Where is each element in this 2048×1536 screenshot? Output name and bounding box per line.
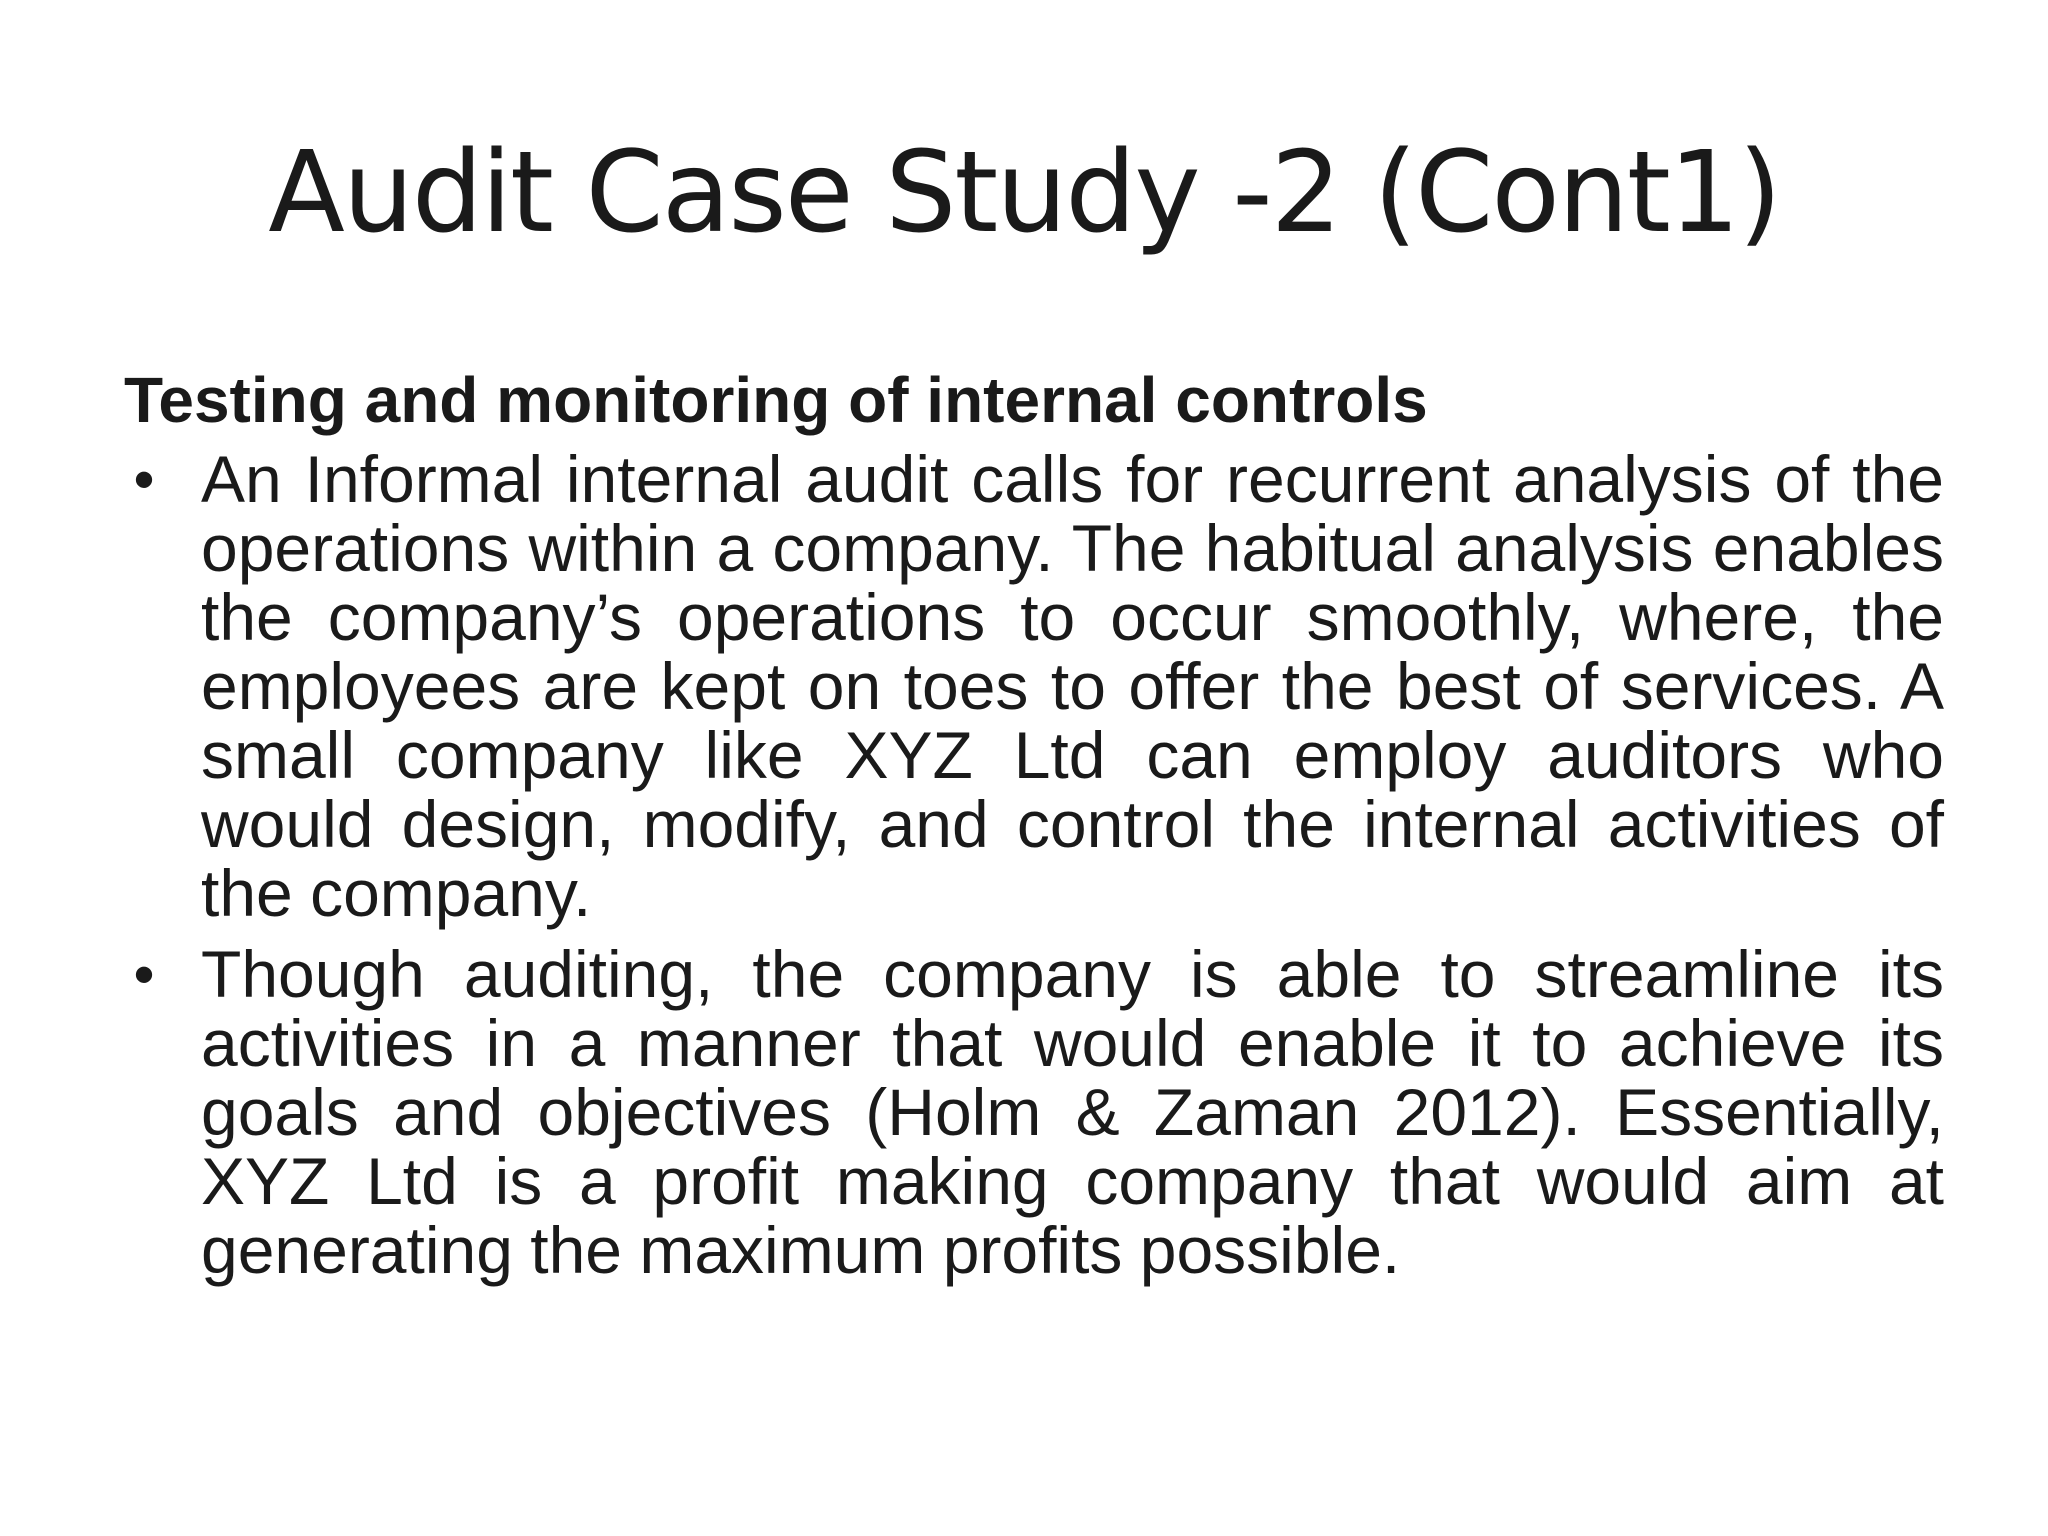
bullet-text: Though auditing, the company is able to streamline its activities in a manner that would enable it to achieve its goals and objectives (Holm & Zaman 2012). Essentially, XYZ Ltd is a profit making company that would aim at generating the maximum profits possible. <box>201 937 1944 1287</box>
slide-title: Audit Case Study -2 (Cont1) <box>268 128 1780 258</box>
bullet-dot-icon: • <box>133 446 155 513</box>
slide-content <box>124 357 1944 1297</box>
section-heading: Testing and monitoring of internal controls <box>124 364 1428 436</box>
bullet-dot-icon: • <box>133 941 155 1008</box>
bullet-item <box>124 442 1944 930</box>
bullet-item <box>124 937 1944 1287</box>
bullet-list <box>124 442 1944 1287</box>
bullet-text: An Informal internal audit calls for recurrent analysis of the operations within a company. The habitual analysis enables the company’s operations to occur smoothly, where, the employees are kept on toes to offer the best of services. A small company like XYZ Ltd can employ auditors who would design, modify, and control the internal activities of the company. <box>201 442 1944 930</box>
